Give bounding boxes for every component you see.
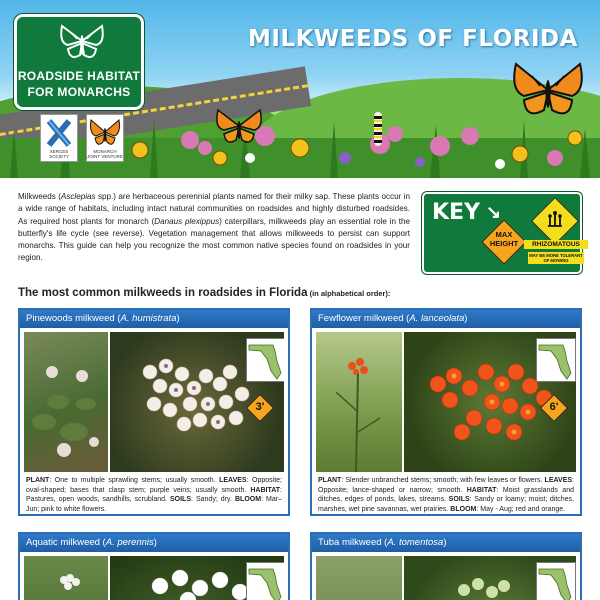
desc-value: : Opposite; oval-shaped; bases that clasp stem; purple veins; usually smooth.: [26, 477, 282, 494]
flower-closeup-photo: [110, 332, 284, 472]
florida-range-map: [536, 338, 576, 382]
sign-line-2: FOR MONARCHS: [27, 85, 131, 99]
flower-closeup-photo: [404, 556, 576, 600]
card-title: [312, 310, 580, 328]
desc-key: LEAVES: [544, 477, 573, 484]
card-photos: [316, 556, 576, 600]
card-description: [318, 476, 574, 514]
card-photos: [24, 556, 284, 600]
card-scientific-name: A. tomentosa: [387, 537, 444, 548]
desc-key: HABITAT: [250, 486, 281, 494]
desc-value: : Opposite; lance-shaped or narrow; smooth.: [318, 477, 574, 494]
butterfly-icon: [59, 23, 105, 63]
roadside-habitat-sign: [14, 14, 144, 110]
intro-italic: Danaus plexippus: [154, 216, 220, 226]
desc-key: BLOOM: [235, 496, 262, 503]
rhizomatous-label: RHIZOMATOUS: [524, 240, 588, 249]
desc-key: PLANT: [26, 477, 50, 484]
intro-text: spp.) are herbaceous perennial plants named for their milky sap. These plants occur in a wide range of habitats, including intact natural communities on roadsides and highly disturbed roadsides. As required host plants for monarch (: [18, 192, 410, 226]
florida-range-map: [246, 562, 284, 600]
key-title: KEY: [432, 200, 481, 225]
desc-key: BLOOM: [450, 505, 477, 513]
species-card-aquatic: [18, 532, 290, 600]
card-common-name: Fewflower milkweed (: [318, 313, 410, 324]
florida-range-map: [246, 338, 284, 382]
section-heading: [18, 287, 390, 299]
florida-range-map: [536, 562, 576, 600]
desc-key: PLANT: [318, 477, 342, 484]
desc-value: : Moist grasslands and ditches, edges of ponds, lakes, streams.: [318, 486, 574, 503]
species-card-pinewoods: [18, 308, 290, 516]
species-card-tuba: [310, 532, 582, 600]
caterpillar-icon: [372, 112, 384, 146]
key-sign: [422, 192, 582, 274]
max-label-line1: MAX: [495, 230, 513, 239]
card-scientific-name: A. humistrata: [120, 313, 177, 324]
intro-text: ) caterpillars, milkweeds play an essential role in the butterfly's life cycle (see reverse). Vegetation management that allows milkweeds to persist can support monarchs. This guide can help you recognize the most common native species found on roadsides in your region.: [18, 216, 410, 263]
plant-habit-photo: [316, 332, 402, 472]
card-common-name: Tuba milkweed (: [318, 537, 388, 548]
desc-value: : Mar–Jun; pink to white flowers.: [26, 496, 282, 513]
card-title-close: ): [464, 313, 468, 324]
card-common-name: Pinewoods milkweed (: [26, 313, 121, 324]
species-card-fewflower: [310, 308, 582, 516]
monarch-butterfly-icon: [510, 60, 586, 126]
desc-key: SOILS: [169, 496, 191, 503]
card-photos: [316, 332, 576, 472]
plant-habit-photo: [24, 556, 108, 600]
desc-key: SOILS: [448, 496, 470, 503]
card-description: [26, 476, 282, 514]
monarch-butterfly-icon: [214, 108, 264, 148]
section-heading-text: The most common milkweeds in roadsides in Florida: [18, 287, 308, 299]
flower-closeup-photo: [404, 332, 576, 472]
xerces-logo-text: XERCES SOCIETY: [49, 149, 69, 159]
card-title: [20, 310, 288, 328]
desc-value: : One to multiple sprawling stems; usually smooth.: [49, 477, 220, 484]
card-photos: [24, 332, 284, 472]
section-heading-note: (in alphabetical order):: [307, 289, 391, 298]
monarch-logo-text: MONARCH JOINT VENTURE: [87, 149, 123, 159]
desc-value: : Slender unbranched stems; smooth; with few leaves or flowers.: [341, 477, 545, 484]
card-title-close: ): [153, 537, 157, 548]
desc-value: : Sandy; dry.: [191, 496, 235, 503]
max-label-line2: HEIGHT: [489, 239, 519, 248]
max-height-value: 6': [549, 401, 559, 413]
intro-text: Milkweeds (: [18, 192, 61, 201]
xerces-society-logo: [40, 114, 78, 162]
rhizome-icon: [544, 210, 566, 228]
sign-line-1: ROADSIDE HABITAT: [17, 69, 141, 83]
desc-value: : May - Aug; red and orange.: [476, 505, 566, 513]
flower-closeup-photo: [110, 556, 284, 600]
header-banner: [0, 0, 600, 178]
plant-habit-photo: [24, 332, 108, 472]
card-title: [312, 534, 580, 552]
desc-key: HABITAT: [466, 486, 497, 494]
card-scientific-name: A. perennis: [105, 537, 154, 548]
arrow-down-right-icon: ↘: [486, 202, 502, 222]
intro-italic: Asclepias: [60, 192, 96, 201]
card-title: [20, 534, 288, 552]
card-title-close: ): [176, 313, 180, 324]
desc-value: : Sandy or loamy; moist; ditches, marshes, wet pine savannas, wet prairies.: [318, 496, 574, 513]
desc-key: LEAVES: [219, 477, 247, 484]
max-height-value: 3': [255, 401, 265, 413]
intro-paragraph: [18, 191, 410, 265]
max-height-label: [480, 230, 528, 248]
plant-habit-photo: [316, 556, 402, 600]
desc-value: : Pastures, open woods, sandhills, scrubland.: [26, 486, 282, 503]
card-title-close: ): [443, 537, 447, 548]
card-scientific-name: A. lanceolata: [409, 313, 465, 324]
page-title: MILKWEEDS OF FLORIDA: [248, 26, 578, 52]
monarch-joint-venture-logo: [86, 114, 124, 162]
card-common-name: Aquatic milkweed (: [26, 537, 106, 548]
rhizomatous-sublabel: MAY BE MORE TOLERANT OF MOWING: [529, 253, 583, 263]
